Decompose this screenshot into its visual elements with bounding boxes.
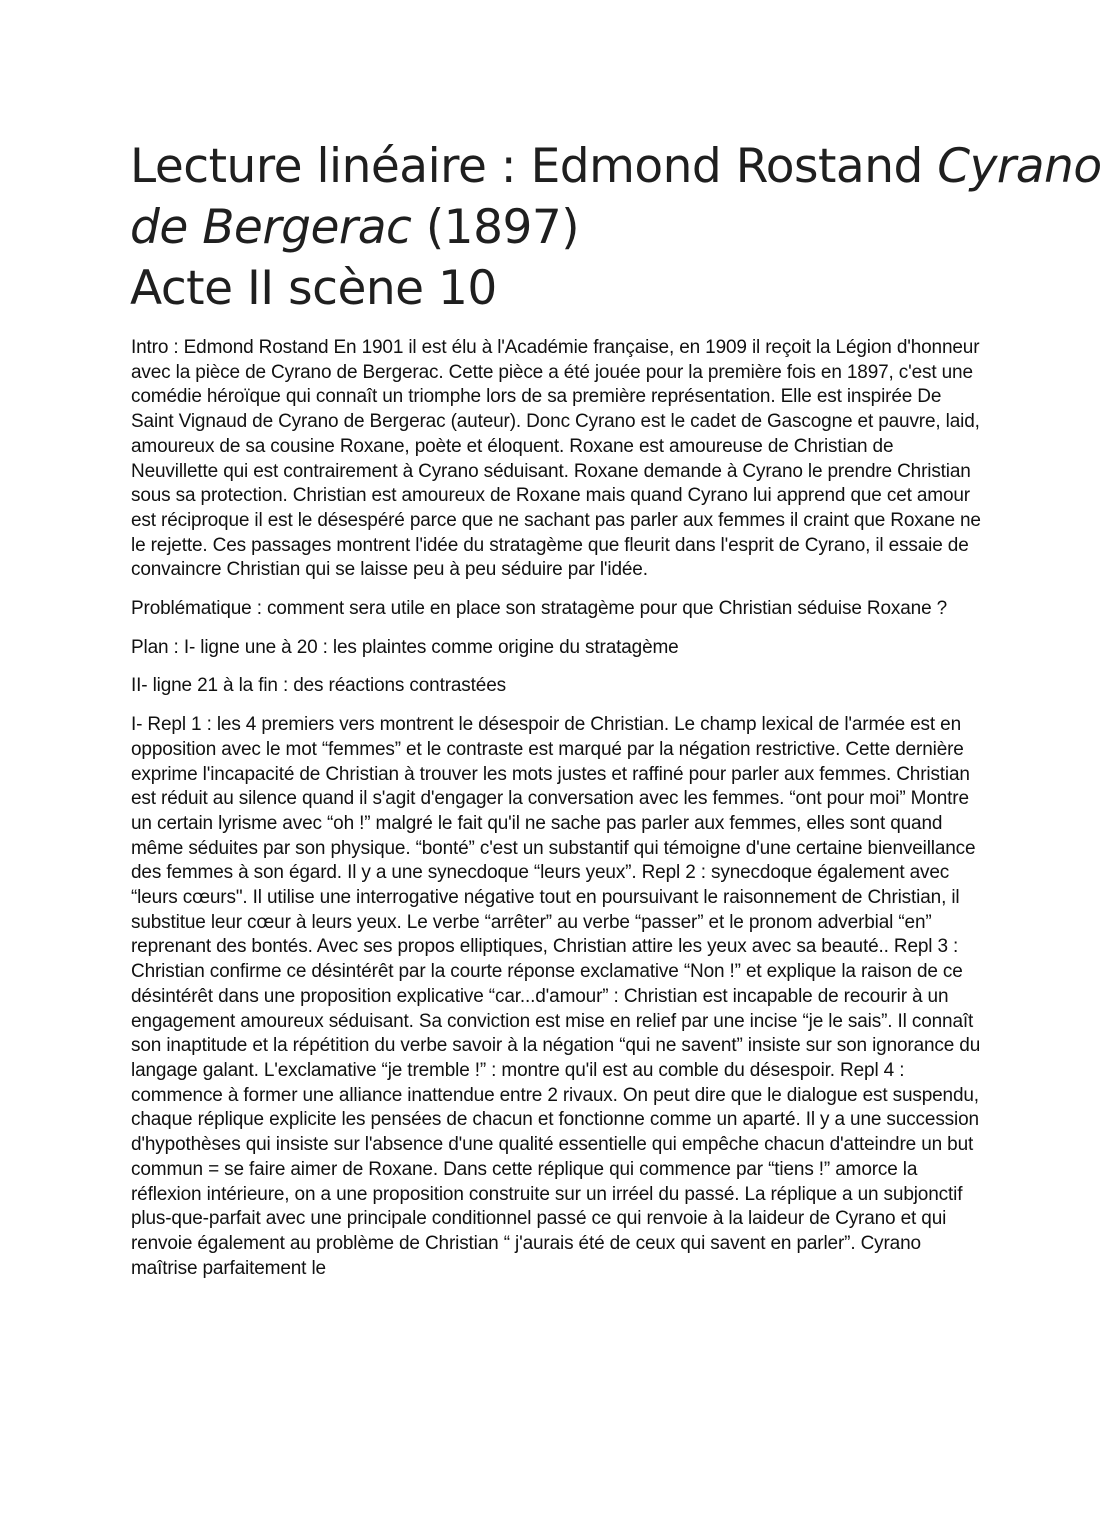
paragraph-plan-part1: Plan : I- ligne une à 20 : les plaintes comme origine du stratagème bbox=[131, 636, 679, 658]
title-line-2 bbox=[130, 197, 970, 258]
title-year: (1897) bbox=[411, 200, 580, 255]
title-text-part1: Lecture linéaire : Edmond Rostand bbox=[130, 139, 938, 194]
title-line-3: Acte II scène 10 bbox=[130, 261, 497, 316]
paragraph-intro: Intro : Edmond Rostand En 1901 il est élu à l'Académie française, en 1909 il reçoit la Légion d'honneur avec la pièce de Cyrano de Bergerac. Cette pièce a été jouée pour la première fois en 1897, c'est une comédie héroïque qui connaît un triomphe lors de sa première représentation. Elle est inspirée De Saint Vignaud de Cyrano de Bergerac (auteur). Donc Cyrano est le cadet de Gascogne et pauvre, laid, amoureux de sa cousine Roxane, poète et éloquent. Roxane est amoureuse de Christian de Neuvillette qui est contrairement à Cyrano séduisant. Roxane demande à Cyrano le prendre Christian sous sa protection. Christian est amoureux de Roxane mais quand Cyrano lui apprend que cet amour est réciproque il est le désespéré parce que ne sachant pas parler aux femmes il craint que Roxane ne le rejette. Ces passages montrent l'idée du stratagème que fleurit dans l'esprit de Cyrano, il essaie de convaincre Christian qui se laisse peu à peu séduire par l'idée. bbox=[131, 337, 981, 581]
paragraph-problematique: Problématique : comment sera utile en place son stratagème pour que Christian séduise Roxane ? bbox=[131, 598, 948, 620]
title-play-name-part2: de Bergerac bbox=[130, 200, 412, 255]
title-play-name-part1: Cyrano bbox=[937, 139, 1102, 194]
paragraph-analysis: I- Repl 1 : les 4 premiers vers montrent le désespoir de Christian. Le champ lexical de l'armée est en opposition avec le mot “femmes” et le contraste est marqué par la négation restrictive. Cette dernière exprime l'incapacité de Christian à trouver les mots justes et raffiné pour parler aux femmes. Christian est réduit au silence quand il s'agit d'engager la conversation avec les femmes. “ont pour moi” Montre un certain lyrisme avec “oh !” malgré le fait qu'il ne sache pas parler aux femmes, elles sont quand même séduites par son physique. “bonté” c'est un substantif qui témoigne d'une certaine bienveillance des femmes à son égard. Il y a une synecdoque “leurs yeux”. Repl 2 : synecdoque également avec “leurs cœurs". Il utilise une interrogative négative tout en poursuivant le raisonnement de Christian, il substitue leur cœur à leurs yeux. Le verbe “arrêter” au verbe “passer” et le pronom adverbial “en” reprenant des bontés. Avec ses propos elliptiques, Christian attire les yeux avec sa beauté.. Repl 3 : Christian confirme ce désintérêt par la courte réponse exclamative “Non !” et explique la raison de ce désintérêt dans une proposition explicative “car...d'amour” : Christian est incapable de recourir à un engagement amoureux séduisant. Sa conviction est mise en relief par une incise “je le sais”. Il connaît son inaptitude et la répétition du verbe savoir à la négation “qui ne savent” insiste sur son ignorance du langage galant. L'exclamative “je tremble !” : montre qu'il est au comble du désespoir. Repl 4 : commence à former une alliance inattendue entre 2 rivaux. On peut dire que le dialogue est suspendu, chaque réplique explicite les pensées de chacun et fonctionne comme un aparté. Il y a une succession d'hypothèses qui insiste sur l'absence d'une qualité essentielle qui empêche chacun d'atteindre un but commun = se faire aimer de Roxane. Dans cette réplique qui commence par “tiens !” amorce la réflexion intérieure, on a une proposition construite sur un irréel du passé. La réplique a un subjonctif plus-que-parfait avec une principale conditionnel passé ce qui renvoie à la laideur de Cyrano et qui renvoie également au problème de Christian “ j'aurais été de ceux qui savent en parler”. Cyrano maîtrise parfaitement le bbox=[131, 714, 981, 1279]
document-body bbox=[131, 336, 981, 1295]
title-line-1 bbox=[130, 136, 1102, 197]
paragraph-plan-part2: II- ligne 21 à la fin : des réactions contrastées bbox=[131, 675, 506, 697]
document-title bbox=[130, 136, 1102, 319]
